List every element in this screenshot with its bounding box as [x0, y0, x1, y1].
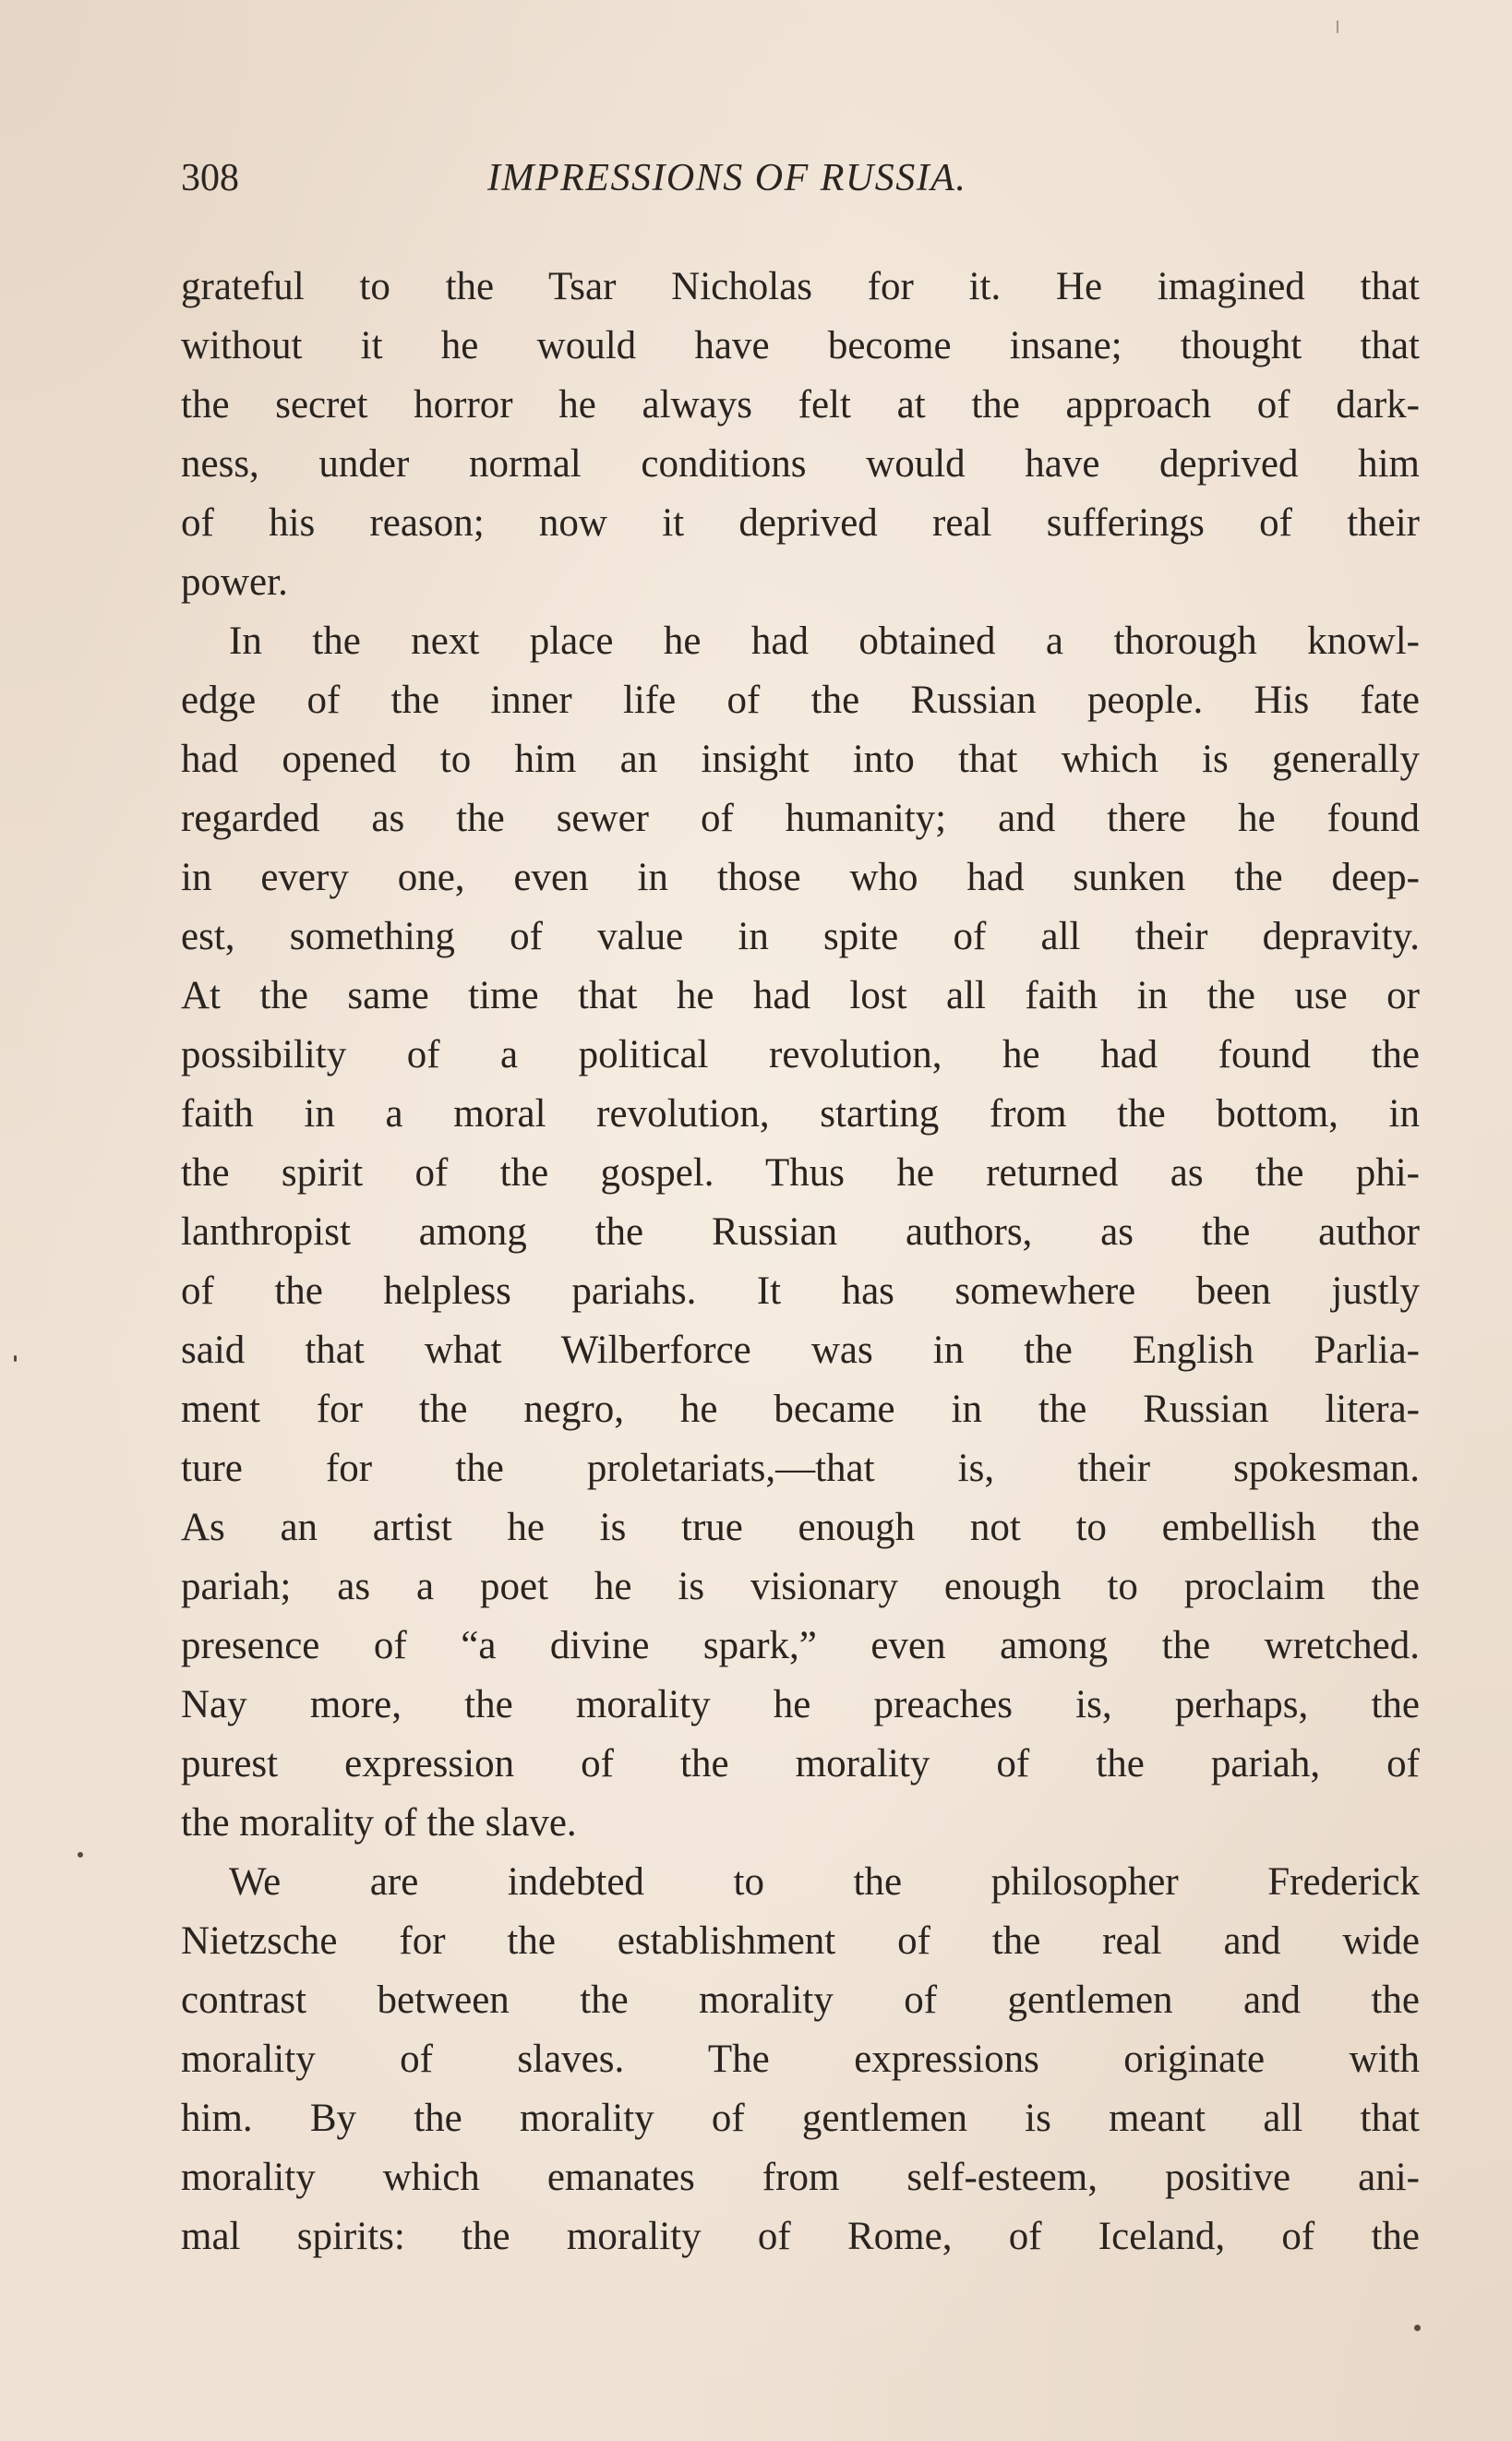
text-line: Nietzsche for the establishment of the real and wide — [181, 1919, 1420, 1963]
text-line: lanthropist among the Russian authors, as the author — [181, 1210, 1420, 1254]
text-line: ment for the negro, he became in the Russian litera- — [181, 1388, 1420, 1431]
text-line: At the same time that he had lost all faith in the use or — [181, 974, 1420, 1017]
paper-speck — [1337, 20, 1338, 33]
page-number: 308 — [181, 157, 239, 199]
text-line: the morality of the slave. — [181, 1801, 577, 1845]
text-line: edge of the inner life of the Russian people. His fate — [181, 679, 1420, 722]
text-line: Nay more, the morality he preaches is, perhaps, the — [181, 1683, 1420, 1726]
text-line: power. — [181, 560, 288, 604]
text-line: pariah; as a poet he is visionary enough to proclaim the — [181, 1565, 1420, 1608]
text-line: faith in a moral revolution, starting from the bottom, in — [181, 1092, 1420, 1136]
text-line: contrast between the morality of gentlemen and the — [181, 1978, 1420, 2022]
text-line: possibility of a political revolution, he had found the — [181, 1033, 1420, 1076]
text-line: ness, under normal conditions would have deprived him — [181, 442, 1420, 486]
text-line: regarded as the sewer of humanity; and there he found — [181, 797, 1420, 840]
paper-speck — [14, 1355, 17, 1362]
running-title: IMPRESSIONS OF RUSSIA. — [487, 157, 967, 199]
text-line: the spirit of the gospel. Thus he returned as the phi- — [181, 1151, 1420, 1195]
text-line: est, something of value in spite of all their depravity. — [181, 915, 1420, 958]
text-line: said that what Wilberforce was in the English Parlia- — [181, 1329, 1420, 1372]
text-line: In the next place he had obtained a thorough knowl- — [229, 619, 1420, 663]
text-line: had opened to him an insight into that which is generally — [181, 738, 1420, 781]
text-line: the secret horror he always felt at the approach of dark- — [181, 383, 1420, 427]
text-line: without it he would have become insane; thought that — [181, 324, 1420, 367]
text-line: purest expression of the morality of the pariah, of — [181, 1742, 1420, 1786]
paper-speck — [78, 1852, 83, 1858]
text-line: morality which emanates from self-esteem, positive ani- — [181, 2156, 1420, 2199]
text-line: him. By the morality of gentlemen is meant all that — [181, 2097, 1420, 2140]
paper-speck — [1414, 2325, 1421, 2331]
text-line: As an artist he is true enough not to embellish the — [181, 1506, 1420, 1549]
text-line: grateful to the Tsar Nicholas for it. He imagined that — [181, 265, 1420, 308]
text-line: morality of slaves. The expressions originate with — [181, 2038, 1420, 2081]
text-line: mal spirits: the morality of Rome, of Iceland, of the — [181, 2215, 1420, 2258]
text-line: ture for the proletariats,—that is, their spokesman. — [181, 1447, 1420, 1490]
body-text — [181, 258, 1420, 2267]
text-line: of his reason; now it deprived real sufferings of their — [181, 501, 1420, 545]
running-head — [181, 150, 1420, 206]
text-line: in every one, even in those who had sunken the deep- — [181, 856, 1420, 899]
text-line: presence of “a divine spark,” even among the wretched. — [181, 1624, 1420, 1667]
text-line: of the helpless pariahs. It has somewhere been justly — [181, 1269, 1420, 1313]
text-line: We are indebted to the philosopher Frederick — [229, 1860, 1420, 1904]
